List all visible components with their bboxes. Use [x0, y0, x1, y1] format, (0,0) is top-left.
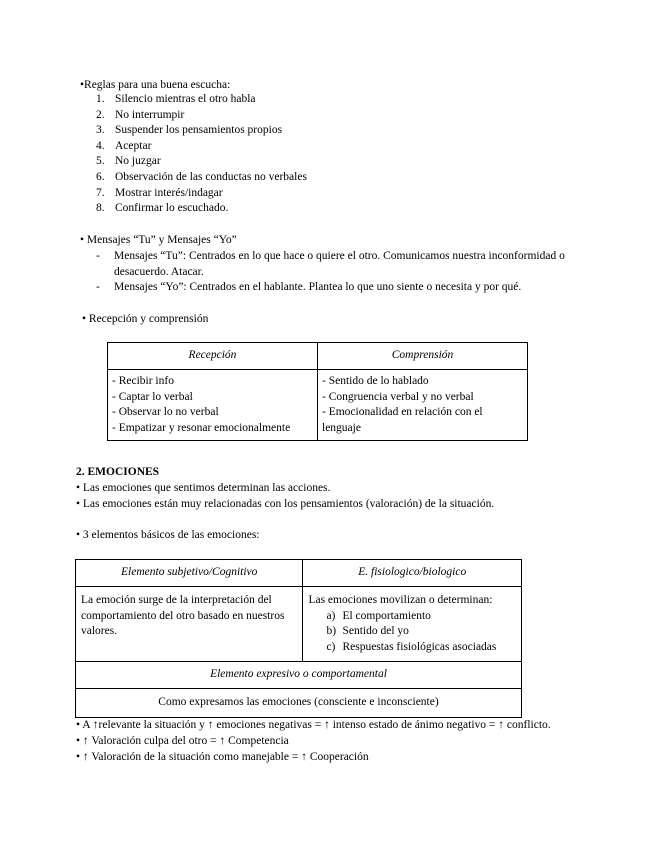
fisiologico-cell: Las emociones movilizan o determinan: a) El comportamiento b) Sentido del yo c) Respuestas fisiológicas asociadas: [303, 587, 522, 662]
header-recepcion: Recepción: [108, 343, 318, 370]
header-fisiologico: E. fisiologico/biologico: [303, 560, 522, 587]
emociones-bullet: • Las emociones están muy relacionadas con los pensamientos (valoración) de la situación.: [76, 498, 495, 510]
header-subjetivo: Elemento subjetivo/Cognitivo: [76, 560, 303, 587]
mensaje-yo: - Mensajes “Yo”: Centrados en el hablante. Plantea lo que uno siente o necesita y por qué.: [96, 281, 522, 293]
emociones-bullet: • Las emociones que sentimos determinan las acciones.: [76, 482, 331, 494]
list-item: 3. Suspender los pensamientos propios: [96, 124, 283, 137]
elementos-table: [75, 559, 522, 718]
final-bullet: • ↑ Valoración de la situación como manejable = ↑ Cooperación: [76, 751, 369, 763]
list-item: 4. Aceptar: [96, 139, 152, 152]
expresivo-cell: Como expresamos las emociones (consciente e inconsciente): [76, 689, 522, 718]
subjetivo-cell: La emoción surge de la interpretación del comportamiento del otro basado en nuestros valores.: [76, 587, 303, 662]
list-item: 5. No juzgar: [96, 155, 161, 168]
recepcion-cell: - Recibir info - Captar lo verbal - Observar lo no verbal - Empatizar y resonar emocionalmente: [108, 370, 318, 441]
mensajes-title: • Mensajes “Tu” y Mensajes “Yo”: [80, 234, 237, 246]
rules-list: [96, 92, 307, 217]
list-item: 2. No interrumpir: [96, 108, 185, 121]
recepcion-title: • Recepción y comprensión: [82, 313, 209, 325]
header-comprension: Comprensión: [318, 343, 528, 370]
comprension-cell: - Sentido de lo hablado - Congruencia verbal y no verbal - Emocionalidad en relación con el lenguaje: [318, 370, 528, 441]
list-item: c) Respuestas fisiológicas asociadas: [326, 640, 497, 653]
recepcion-table: [107, 342, 528, 441]
rules-title: •Reglas para una buena escucha:: [80, 79, 231, 91]
list-item: 1. Silencio mientras el otro habla: [96, 93, 256, 105]
list-item: 6. Observación de las conductas no verbales: [96, 170, 307, 183]
list-item: 8. Confirmar lo escuchado.: [96, 202, 229, 215]
header-expresivo: Elemento expresivo o comportamental: [76, 662, 522, 689]
elements-title: • 3 elementos básicos de las emociones:: [76, 529, 260, 541]
list-item: 7. Mostrar interés/indagar: [96, 186, 223, 199]
emociones-heading: 2. EMOCIONES: [76, 466, 160, 478]
list-item: b) Sentido del yo: [326, 625, 409, 638]
final-bullet: • A ↑relevante la situación y ↑ emociones negativas = ↑ intenso estado de ánimo negativo = ↑ conflicto.: [76, 719, 551, 731]
mensaje-tu: - Mensajes “Tu”: Centrados en lo que hace o quiere el otro. Comunicamos nuestra inconformidad o desacuerdo. Atacar.: [96, 250, 565, 278]
list-item: a) El comportamiento: [326, 609, 431, 622]
final-bullet: • ↑ Valoración culpa del otro = ↑ Competencia: [76, 735, 289, 747]
